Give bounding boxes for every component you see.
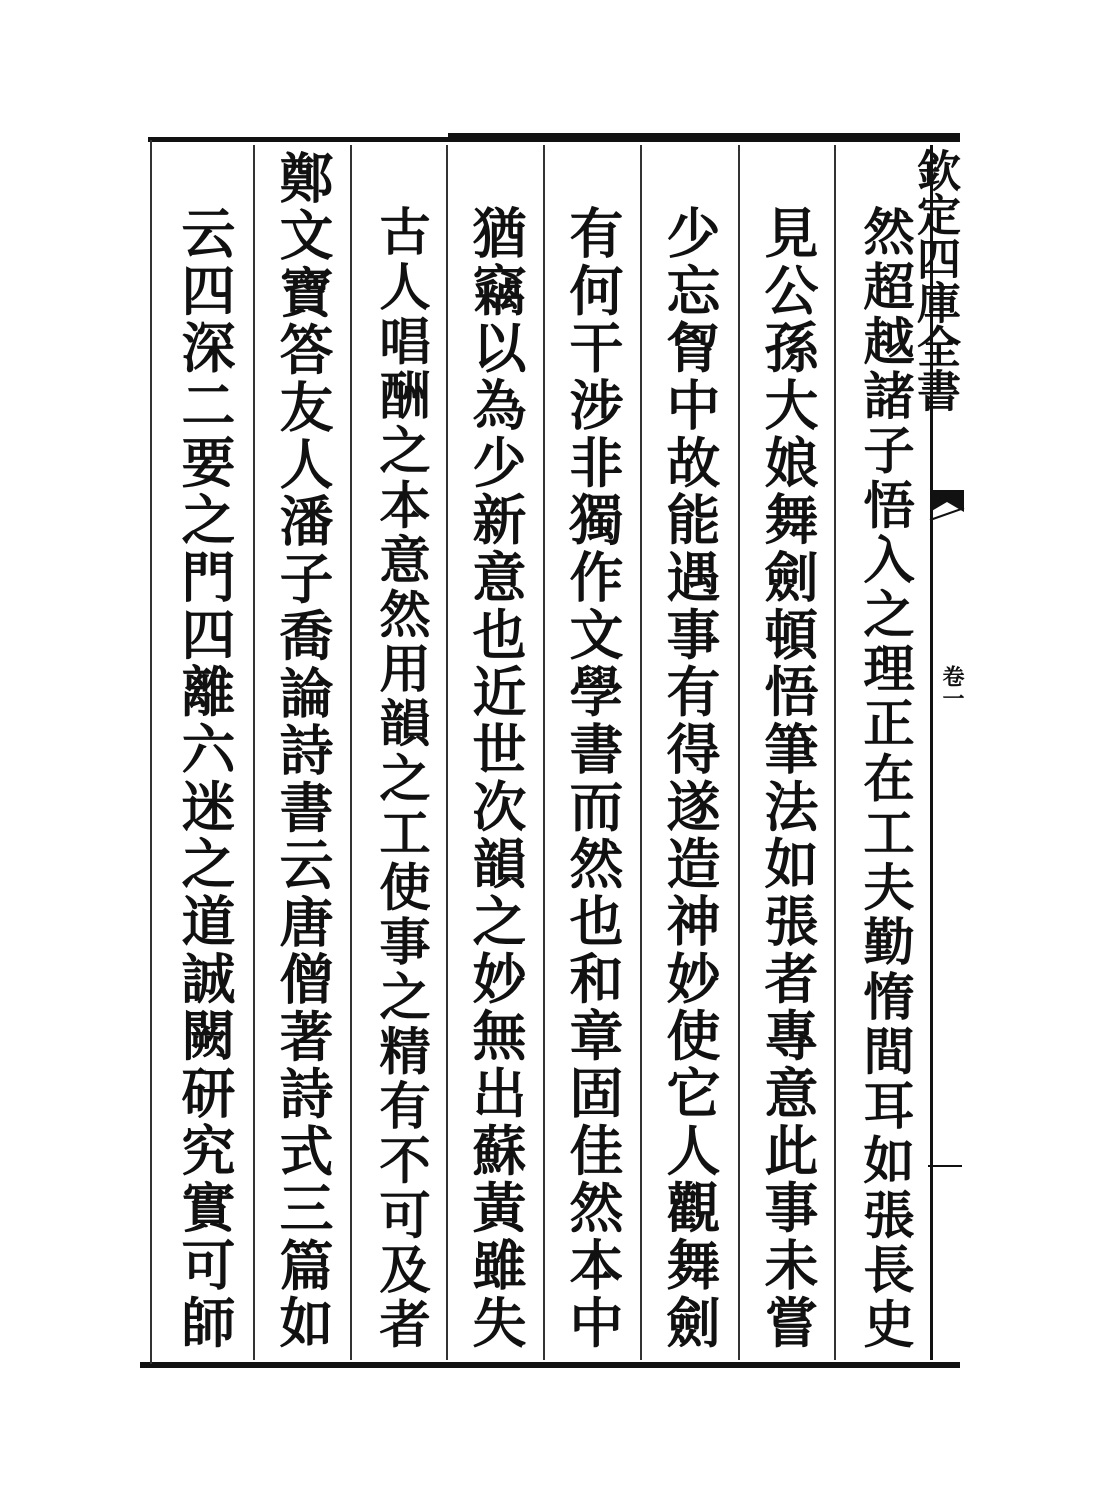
top-border-thick-rule xyxy=(448,133,960,142)
volume-label: 卷一 xyxy=(939,665,965,709)
text-column-4: 有何干涉非獨作文學書而然也和章固佳然本中 xyxy=(561,205,625,1352)
fishtail-mark-icon xyxy=(930,490,964,530)
text-column-2: 見公孫大娘舞劍頓悟筆法如張者專意此事未嘗 xyxy=(756,205,820,1352)
left-border-rule xyxy=(150,140,152,1364)
book-title: 欽定四庫全書 xyxy=(909,148,960,412)
text-column-8: 云四深二要之門四離六迷之道誠闕研究實可師 xyxy=(173,205,237,1352)
bottom-border-rule xyxy=(140,1362,960,1368)
text-column-6: 古人唱酬之本意然用韻之工使事之精有不可及者 xyxy=(370,205,430,1352)
text-column-3: 少忘胷中故能遇事有得遂造神妙使它人觀舞劍 xyxy=(658,205,722,1352)
text-column-7: 鄭文寶答友人潘子喬論詩書云唐僧著詩式三篇如 xyxy=(271,150,335,1352)
margin-rule xyxy=(928,1165,962,1167)
text-column-5: 猶竊以為少新意也近世次韻之妙無出蘇黃雖失 xyxy=(464,205,528,1352)
text-column-1: 然超越諸子悟入之理正在工夫勤惰間耳如張長史 xyxy=(854,205,914,1352)
